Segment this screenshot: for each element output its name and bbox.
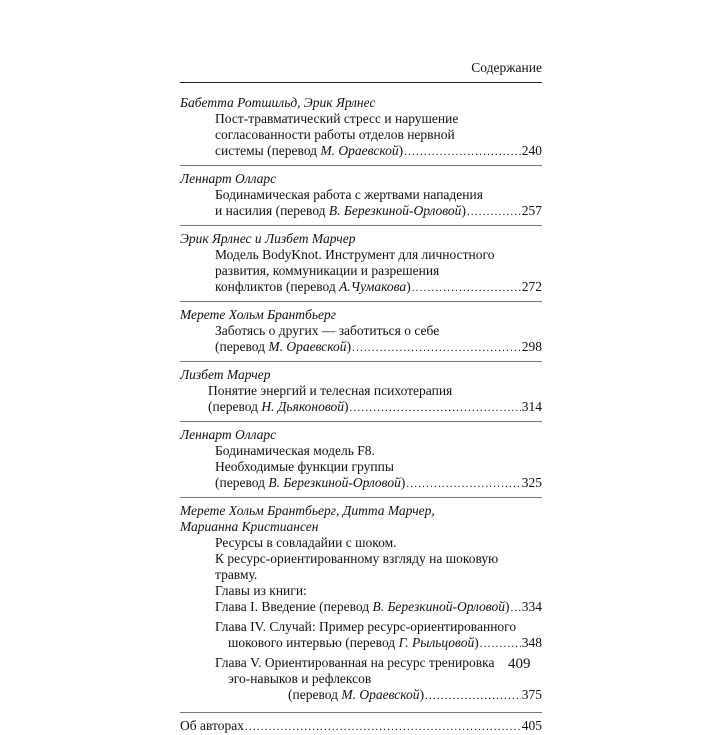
page-folio: 409 xyxy=(508,656,531,672)
translator: В. Березкиной-Орловой xyxy=(328,203,462,218)
page-number: 298 xyxy=(521,339,542,354)
entry-title-line: Ресурсы в совладайии с шоком. xyxy=(215,535,397,550)
dot-leader xyxy=(352,340,521,356)
chapter-title-line: эго-навыков и рефлексов xyxy=(228,671,372,686)
entry-title-line: Необходимые функции группы xyxy=(215,459,394,474)
chapter-line xyxy=(180,687,542,704)
entry-text: ) xyxy=(406,279,411,294)
dot-leader xyxy=(480,636,521,652)
entry-authors: Марианна Кристиансен xyxy=(180,519,319,534)
page-number: 272 xyxy=(521,279,542,294)
dot-leader xyxy=(245,719,521,735)
entry-title-line: Бодинамическая работа с жертвами нападения xyxy=(215,187,483,202)
chapter-title-line: Глава V. Ориентированная на ресурс тренировка xyxy=(215,655,495,670)
dot-leader xyxy=(404,144,521,160)
entry-divider xyxy=(180,712,542,713)
entry-title-line: Главы из книги: xyxy=(215,583,307,598)
translator: В. Березкиной-Орловой xyxy=(268,475,401,490)
header-rule xyxy=(180,82,542,83)
page-number: 348 xyxy=(521,635,542,650)
entry-last-line xyxy=(180,279,542,296)
entry-text: системы (перевод xyxy=(215,143,321,158)
entry-text: ) xyxy=(461,203,466,218)
translator: М. Ораевской xyxy=(341,687,420,702)
entry-text: ) xyxy=(398,143,404,158)
entry-last-line xyxy=(180,475,542,492)
translator: Н. Дьяконовой xyxy=(261,399,345,414)
entry-title-line: Пост-травматический стресс и нарушение xyxy=(215,111,459,126)
chapter-line xyxy=(180,635,542,652)
entry-divider xyxy=(180,225,542,226)
entry-title-line: Понятие энергий и телесная психотерапия xyxy=(208,383,453,398)
translator: А.Чумакова xyxy=(339,279,407,294)
entry-last-line xyxy=(180,143,542,160)
entry-title-line: Модель BodyKnot. Инструмент для личностного xyxy=(215,247,495,262)
entry-text: (перевод xyxy=(208,399,262,414)
page-number: 334 xyxy=(521,599,542,614)
toc-entry xyxy=(180,367,542,416)
entry-divider xyxy=(180,301,542,302)
entry-title-line: развития, коммуникации и разрешения xyxy=(215,263,440,278)
entry-text: и насилия (перевод xyxy=(215,203,329,218)
dot-leader xyxy=(510,600,520,616)
dot-leader xyxy=(425,688,521,704)
entry-text: (перевод xyxy=(215,339,269,354)
dot-leader xyxy=(406,476,520,492)
entry-text: ) xyxy=(419,687,425,702)
entry-authors: Мерете Хольм Брантбьерг, Дитта Марчер, xyxy=(180,503,435,518)
entry-text: (перевод xyxy=(215,475,269,490)
page-number: 314 xyxy=(521,399,542,414)
page-number: 405 xyxy=(521,718,542,733)
entry-text: Об авторах xyxy=(180,718,244,733)
toc-entry xyxy=(180,503,542,704)
entry-divider xyxy=(180,361,542,362)
translator: Г. Рыльцовой xyxy=(398,635,475,650)
toc-entry xyxy=(180,171,542,220)
entry-authors: Мерете Хольм Брантбьерг xyxy=(180,307,336,322)
entry-text: ) xyxy=(346,339,352,354)
entry-text: (перевод xyxy=(288,687,342,702)
entry-text: Глава I. Введение (перевод xyxy=(215,599,373,614)
entry-title-line: Бодинамическая модель F8. xyxy=(215,443,375,458)
entry-title-line: согласованности работы отделов нервной xyxy=(215,127,455,142)
entry-text: ) xyxy=(344,399,349,414)
entry-divider xyxy=(180,497,542,498)
entry-text: ) xyxy=(474,635,479,650)
entry-authors: Бабетта Ротшильд, Эрик Ярлнес xyxy=(180,95,376,110)
entry-authors: Эрик Ярлнес и Лизбет Марчер xyxy=(180,231,356,246)
entry-divider xyxy=(180,421,542,422)
entry-authors: Леннарт Олларс xyxy=(180,171,277,186)
entry-text: ) xyxy=(400,475,406,490)
toc-entry-about xyxy=(180,718,542,735)
dot-leader xyxy=(350,400,521,416)
entry-authors: Лизбет Марчер xyxy=(180,367,271,382)
page-number: 375 xyxy=(521,687,542,702)
chapter-line xyxy=(180,599,542,616)
entry-last-line xyxy=(180,339,542,356)
entry-text: ) xyxy=(504,599,510,614)
translator: М. Ораевской xyxy=(320,143,399,158)
dot-leader xyxy=(467,204,521,220)
dot-leader xyxy=(412,280,521,296)
toc-entry xyxy=(180,95,542,160)
chapter-title-line: Глава IV. Случай: Пример ресурс-ориентированного xyxy=(215,619,517,634)
table-of-contents xyxy=(180,95,542,735)
toc-entry xyxy=(180,427,542,492)
entry-divider xyxy=(180,165,542,166)
page-number: 257 xyxy=(521,203,542,218)
entry-title-line: К ресурс-ориентированному взгляду на шоковую травму. xyxy=(215,551,499,582)
entry-text: шокового интервью (перевод xyxy=(228,635,399,650)
entry-last-line xyxy=(180,399,542,416)
translator: В. Березкиной-Орловой xyxy=(372,599,505,614)
toc-entry xyxy=(180,231,542,296)
toc-entry xyxy=(180,307,542,356)
running-head: Содержание xyxy=(471,60,542,75)
page-number: 240 xyxy=(521,143,542,158)
entry-last-line xyxy=(180,203,542,220)
entry-authors: Леннарт Олларс xyxy=(180,427,277,442)
entry-title-line: Заботясь о других — заботиться о себе xyxy=(215,323,440,338)
page-number: 325 xyxy=(521,475,542,490)
translator: М. Ораевской xyxy=(268,339,347,354)
entry-text: конфликтов (перевод xyxy=(215,279,340,294)
